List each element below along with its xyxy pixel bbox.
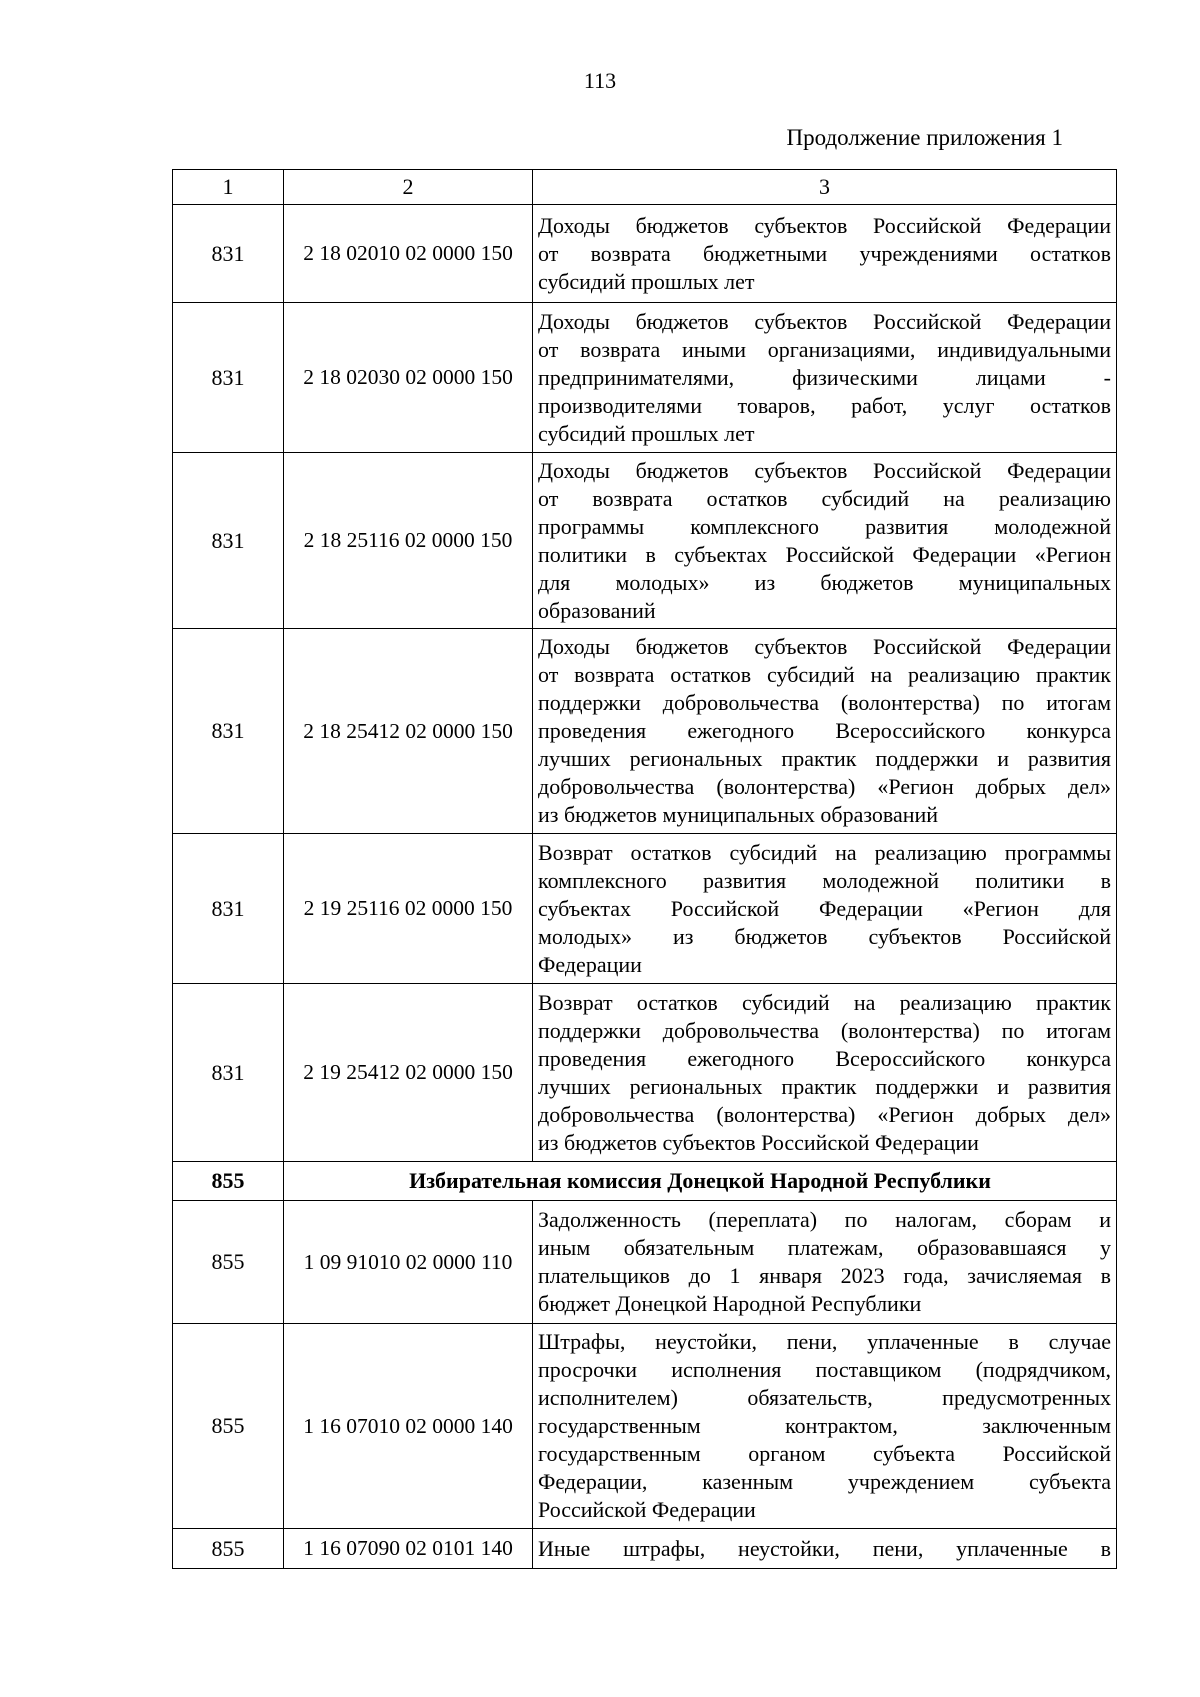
budget-classification-code-cell: 2 18 02030 02 0000 150 [284, 303, 533, 453]
description-line: из бюджетов субъектов Российской Федерации [538, 1129, 979, 1155]
admin-code-cell: 831 [173, 205, 284, 303]
budget-classification-code-cell: 1 09 91010 02 0000 110 [284, 1201, 533, 1324]
admin-code-cell: 855 [173, 1529, 284, 1569]
description-line: лучших региональных практик поддержки и развития [538, 746, 1111, 771]
description-line: просрочки исполнения поставщиком (подрядчиком, [538, 1357, 1111, 1382]
admin-code-cell: 831 [173, 629, 284, 834]
description-line: Возврат остатков субсидий на реализацию практик [538, 989, 1111, 1015]
description-line: поддержки добровольчества (волонтерства) по итогам [538, 1017, 1111, 1043]
table-row [173, 629, 1117, 834]
admin-code-cell: 831 [173, 984, 284, 1162]
revenue-description-cell [533, 1324, 1117, 1529]
section-title: Избирательная комиссия Донецкой Народной Республики [284, 1162, 1117, 1201]
table-row [173, 834, 1117, 984]
description-line: производителями товаров, работ, услуг остатков [538, 392, 1111, 418]
revenue-description-cell [533, 629, 1117, 834]
table-row [173, 453, 1117, 629]
description-line: Федерации [538, 951, 642, 977]
revenue-description-cell [533, 453, 1117, 629]
description-line: Возврат остатков субсидий на реализацию программы [538, 839, 1111, 865]
description-line: от возврата остатков субсидий на реализацию [538, 485, 1111, 511]
table-row [173, 205, 1117, 303]
revenue-description-cell [533, 303, 1117, 453]
description-line: предпринимателями, физическими лицами - [538, 364, 1111, 390]
budget-classification-code-cell: 2 19 25116 02 0000 150 [284, 834, 533, 984]
description-line: субсидий прошлых лет [538, 420, 755, 446]
description-line: Федерации, казенным учреждением субъекта [538, 1469, 1111, 1494]
revenue-description-cell [533, 984, 1117, 1162]
description-line: добровольчества (волонтерства) «Регион добрых дел» [538, 1101, 1111, 1127]
page-number: 113 [583, 68, 617, 93]
section-header-row [173, 1162, 1117, 1201]
description-line: лучших региональных практик поддержки и развития [538, 1073, 1111, 1099]
admin-code-cell: 831 [173, 303, 284, 453]
section-admin-code: 855 [173, 1162, 284, 1201]
description-line: добровольчества (волонтерства) «Регион добрых дел» [538, 774, 1111, 799]
description-line: плательщиков до 1 января 2023 года, зачисляемая в [538, 1263, 1111, 1288]
description-line: образований [538, 597, 656, 623]
description-line: от возврата остатков субсидий на реализацию практик [538, 662, 1111, 687]
budget-classification-code-cell: 2 18 02010 02 0000 150 [284, 205, 533, 303]
description-line: молодых» из бюджетов субъектов Российской [538, 923, 1111, 949]
description-line: государственным органом субъекта Российской [538, 1441, 1111, 1466]
admin-code-cell: 855 [173, 1324, 284, 1529]
description-line: Задолженность (переплата) по налогам, сборам и [538, 1207, 1111, 1232]
description-line: Доходы бюджетов субъектов Российской Федерации [538, 457, 1111, 483]
admin-code-cell: 855 [173, 1201, 284, 1324]
revenue-description-cell [533, 834, 1117, 984]
column-header-row [173, 170, 1117, 205]
appendix-continuation-label: Продолжение приложения 1 [786, 125, 1063, 150]
budget-classification-code-cell: 2 19 25412 02 0000 150 [284, 984, 533, 1162]
column-header-3: 3 [533, 170, 1117, 205]
admin-code-cell: 831 [173, 834, 284, 984]
table-row [173, 1201, 1117, 1324]
description-line: проведения ежегодного Всероссийского конкурса [538, 718, 1111, 743]
revenue-codes-table [172, 169, 1117, 1569]
table-row [173, 1529, 1117, 1569]
description-line: от возврата иными организациями, индивидуальными [538, 336, 1111, 362]
description-line: Доходы бюджетов субъектов Российской Федерации [538, 308, 1111, 334]
description-line: от возврата бюджетными учреждениями остатков [538, 240, 1111, 266]
column-header-1: 1 [173, 170, 284, 205]
table-row [173, 984, 1117, 1162]
description-line: исполнителем) обязательств, предусмотренных [538, 1385, 1111, 1410]
description-line: для молодых» из бюджетов муниципальных [538, 569, 1111, 595]
description-line: бюджет Донецкой Народной Республики [538, 1291, 922, 1316]
revenue-description-cell [533, 205, 1117, 303]
description-line: комплексного развития молодежной политики в [538, 867, 1111, 893]
budget-classification-code-cell: 1 16 07090 02 0101 140 [284, 1529, 533, 1569]
description-line: политики в субъектах Российской Федерации «Регион [538, 541, 1111, 567]
description-line: иным обязательным платежам, образовавшаяся у [538, 1235, 1111, 1260]
revenue-description-cell [533, 1201, 1117, 1324]
description-line: субъектах Российской Федерации «Регион для [538, 895, 1111, 921]
table-row [173, 303, 1117, 453]
description-line: Штрафы, неустойки, пени, уплаченные в случае [538, 1329, 1111, 1354]
description-line: Иные штрафы, неустойки, пени, уплаченные в [538, 1535, 1111, 1561]
table-body [173, 170, 1117, 1569]
column-header-2: 2 [284, 170, 533, 205]
description-line: Доходы бюджетов субъектов Российской Федерации [538, 212, 1111, 238]
budget-classification-code-cell: 2 18 25116 02 0000 150 [284, 453, 533, 629]
description-line: Доходы бюджетов субъектов Российской Федерации [538, 634, 1111, 659]
table-row [173, 1324, 1117, 1529]
budget-classification-code-cell: 1 16 07010 02 0000 140 [284, 1324, 533, 1529]
description-line: государственным контрактом, заключенным [538, 1413, 1111, 1438]
description-line: программы комплексного развития молодежной [538, 513, 1111, 539]
description-line: субсидий прошлых лет [538, 268, 755, 294]
description-line: Российской Федерации [538, 1497, 756, 1522]
admin-code-cell: 831 [173, 453, 284, 629]
description-line: из бюджетов муниципальных образований [538, 802, 939, 827]
budget-classification-code-cell: 2 18 25412 02 0000 150 [284, 629, 533, 834]
description-line: поддержки добровольчества (волонтерства) по итогам [538, 690, 1111, 715]
revenue-description-cell [533, 1529, 1117, 1569]
description-line: проведения ежегодного Всероссийского конкурса [538, 1045, 1111, 1071]
